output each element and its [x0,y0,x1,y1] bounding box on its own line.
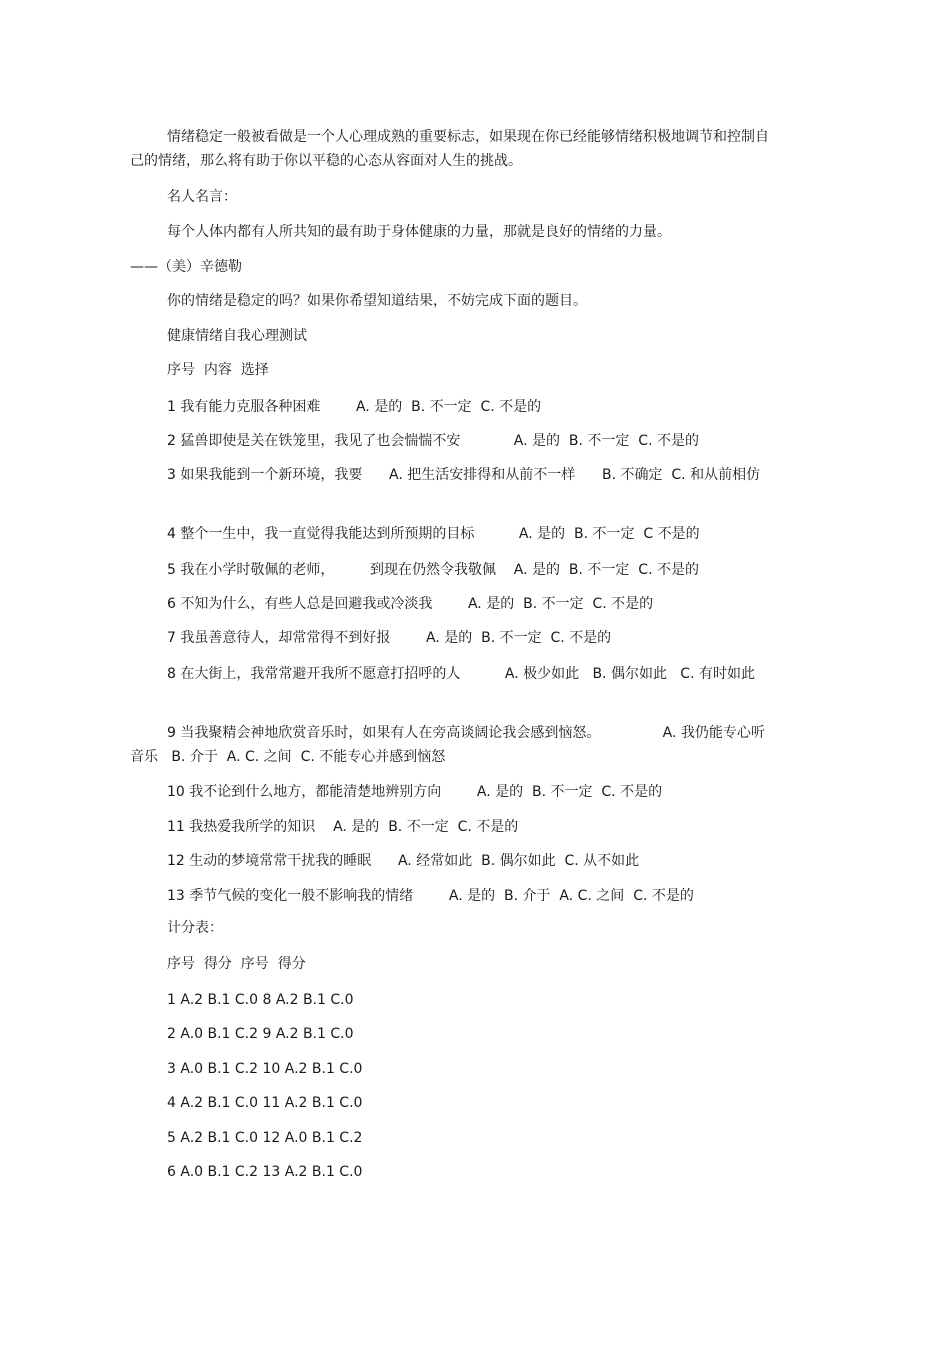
scoring-header: 序号 得分 序号 得分 [167,956,306,972]
question-item: 13 季节气候的变化一般不影响我的情绪 A. 是的 B. 介于 A. C. 之间 C. 不是的 [167,888,694,904]
question-item: 11 我热爱我所学的知识 A. 是的 B. 不一定 C. 不是的 [167,819,519,835]
question-item: 2 猛兽即使是关在铁笼里，我见了也会惴惴不安 A. 是的 B. 不一定 C. 不是的 [167,433,699,449]
quote-text: 每个人体内都有人所共知的最有助于身体健康的力量，那就是良好的情绪的力量。 [167,224,671,240]
scoring-row: 6 A.0 B.1 C.2 13 A.2 B.1 C.0 [167,1164,363,1180]
question-item: 12 生动的梦境常常干扰我的睡眠 A. 经常如此 B. 偶尔如此 C. 从不如此 [167,853,640,869]
question-item: 8 在大街上，我常常避开我所不愿意打招呼的人 A. 极少如此 B. 偶尔如此 C. 有时如此 [167,666,755,682]
quote-attribution: ——（美）辛德勒 [130,259,242,275]
question-item: 4 整个一生中，我一直觉得我能达到所预期的目标 A. 是的 B. 不一定 C 不是的 [167,526,700,542]
question-item: 6 不知为什么，有些人总是回避我或冷淡我 A. 是的 B. 不一定 C. 不是的 [167,596,654,612]
scoring-row: 1 A.2 B.1 C.0 8 A.2 B.1 C.0 [167,992,354,1008]
scoring-title: 计分表： [167,920,223,936]
scoring-row: 3 A.0 B.1 C.2 10 A.2 B.1 C.0 [167,1061,363,1077]
test-header: 序号 内容 选择 [167,362,269,378]
question-item: 9 当我聚精会神地欣赏音乐时，如果有人在旁高谈阔论我会感到恼怒。 A. 我仍能专心听音乐 B. 介于 A. C. 之间 C. 不能专心并感到恼怒 [130,725,765,765]
scoring-row: 2 A.0 B.1 C.2 9 A.2 B.1 C.0 [167,1026,354,1042]
question-item: 10 我不论到什么地方，都能清楚地辨别方向 A. 是的 B. 不一定 C. 不是的 [167,784,663,800]
question-item: 3 如果我能到一个新环境，我要 A. 把生活安排得和从前不一样 B. 不确定 C. 和从前相仿 [167,467,761,483]
invitation-text: 你的情绪是稳定的吗？如果你希望知道结果，不妨完成下面的题目。 [167,293,587,309]
intro-paragraph: 情绪稳定一般被看做是一个人心理成熟的重要标志，如果现在你已经能够情绪积极地调节和控制自己的情绪，那么将有助于你以平稳的心态从容面对人生的挑战。 [130,129,769,169]
scoring-row: 5 A.2 B.1 C.0 12 A.0 B.1 C.2 [167,1130,363,1146]
test-title: 健康情绪自我心理测试 [167,328,307,344]
question-item: 7 我虽善意待人，却常常得不到好报 A. 是的 B. 不一定 C. 不是的 [167,630,612,646]
quote-heading: 名人名言： [167,189,237,205]
scoring-row: 4 A.2 B.1 C.0 11 A.2 B.1 C.0 [167,1095,363,1111]
question-item: 5 我在小学时敬佩的老师， 到现在仍然令我敬佩 A. 是的 B. 不一定 C. 不是的 [167,562,699,578]
question-item: 1 我有能力克服各种困难 A. 是的 B. 不一定 C. 不是的 [167,399,542,415]
